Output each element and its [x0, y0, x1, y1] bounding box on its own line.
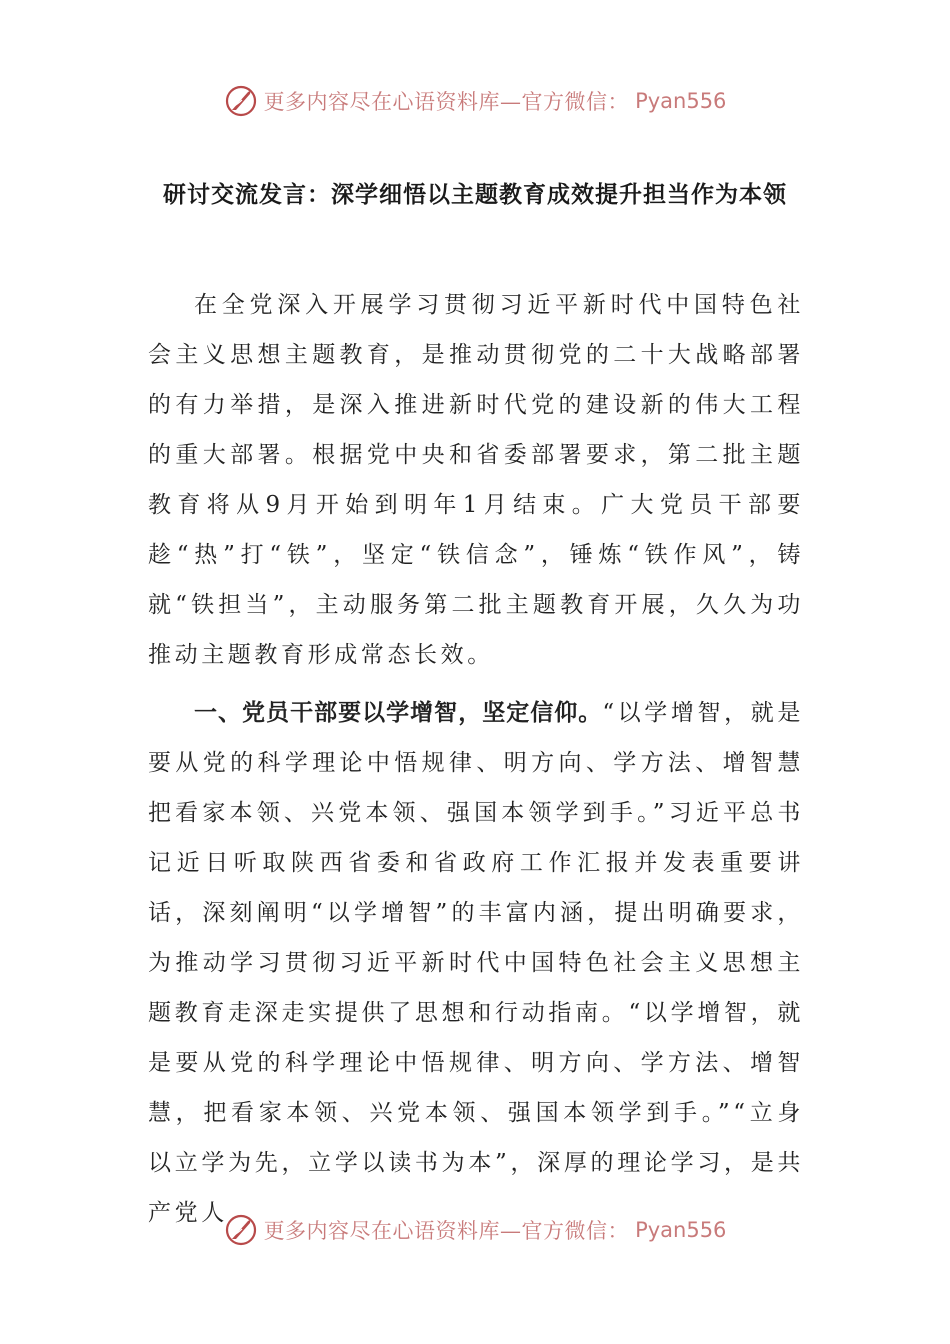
intro-paragraph: 在全党深入开展学习贯彻习近平新时代中国特色社会主义思想主题教育，是推动贯彻党的二十大战略部署的有力举措，是深入推进新时代党的建设新的伟大工程的重大部署。根据党中央和省委部署要求，第二批主题教育将从9月开始到明年1月结束。广大党员干部要趁“热”打“铁”，坚定“铁信念”，锤炼“铁作风”，铸就“铁担当”，主动服务第二批主题教育开展，久久为功推动主题教育形成常态长效。 [148, 292, 804, 668]
document-title: 研讨交流发言：深学细悟以主题教育成效提升担当作为本领 [163, 182, 787, 208]
watermark-wechat-id: Pyan556 [635, 89, 727, 113]
document-body [148, 280, 804, 1238]
watermark-wechat-id: Pyan556 [635, 1218, 727, 1242]
footer-watermark [0, 1213, 950, 1247]
header-watermark [0, 84, 950, 118]
section-1-heading: 一、党员干部要以学增智，坚定信仰。 [194, 700, 603, 726]
section-1-paragraph [148, 688, 804, 1238]
quill-logo-icon [224, 84, 258, 118]
section-1-text: “以学增智，就是要从党的科学理论中悟规律、明方向、学方法、增智慧把看家本领、兴党本领、强国本领学到手。”习近平总书记近日听取陕西省委和省政府工作汇报并发表重要讲话，深刻阐明“以学增智”的丰富内涵，提出明确要求，为推动学习贯彻习近平新时代中国特色社会主义思想主题教育走深走实提供了思想和行动指南。“以学增智，就是要从党的科学理论中悟规律、明方向、学方法、增智慧，把看家本领、兴党本领、强国本领学到手。”“立身以立学为先，立学以读书为本”，深厚的理论学习，是共产党人 [148, 700, 804, 1226]
quill-logo-icon [224, 1213, 258, 1247]
watermark-text: 更多内容尽在心语资料库—官方微信： [263, 1219, 630, 1243]
watermark-text: 更多内容尽在心语资料库—官方微信： [263, 90, 630, 114]
